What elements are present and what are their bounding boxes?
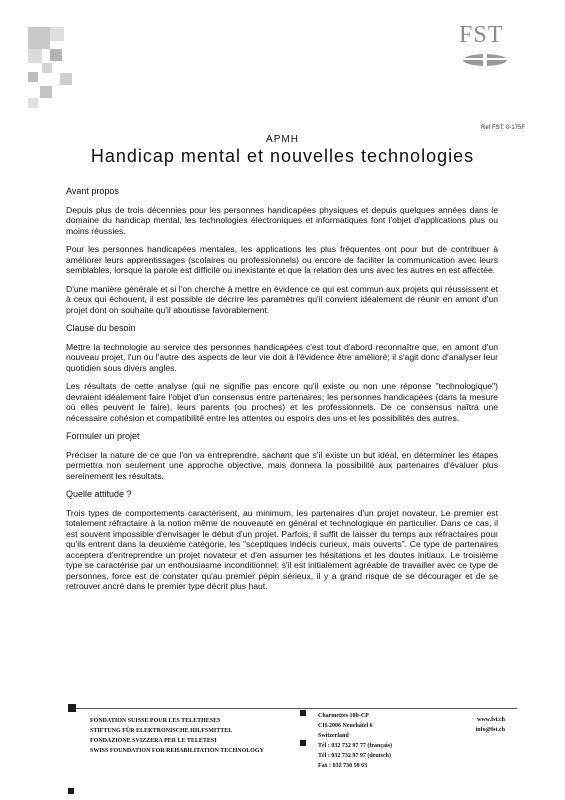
foundation-names — [90, 716, 264, 756]
foundation-name: FONDAZIONE SVIZZERA PER LE TELETESI — [90, 738, 217, 744]
foundation-address — [318, 711, 392, 771]
contact-links — [476, 715, 505, 735]
website-link[interactable]: www.fst.ch — [477, 717, 505, 723]
logo-emblem-icon — [453, 50, 517, 70]
square — [42, 63, 52, 73]
address-line: CH-2006 Neuchâtel 6 — [318, 723, 373, 729]
square — [60, 73, 72, 85]
section-heading: Clause du besoin — [66, 323, 136, 333]
section-heading: Quelle attitude ? — [66, 489, 132, 499]
footer-square — [68, 788, 74, 794]
square — [28, 98, 38, 108]
foundation-name: SWISS FOUNDATION FOR REHABILITATION TECHNOLOGY — [90, 748, 264, 754]
paragraph: Préciser la nature de ce que l'on va entreprendre, sachant que s'il existe un but idéal, en déterminer les étapes permettra non seulement une approche objective, mais donnera la possibilité aux partenaires d'évaluer plus sereinement les résultats. — [66, 449, 498, 481]
paragraph: Pour les personnes handicapées mentales, les applications les plus fréquentes ont pour but de contribuer à améliorer leurs apprentissages (scolaires ou professionnels) ou encore de faciliter la communication avec leurs semblables, lorsque la parole est difficile ou inexistante et que la relation des uns avec les autres en est affectée. — [66, 244, 498, 275]
reference-number: Ref FST: 0-175F — [480, 125, 525, 131]
square — [50, 27, 64, 41]
square — [28, 27, 50, 49]
footer-square — [300, 740, 306, 746]
footer-square — [68, 704, 76, 712]
footer-divider — [68, 708, 517, 709]
paragraph: Mettre la technologie au service des personnes handicapées c'est tout d'abord reconnaître que, en amont d'un nouveau projet, l'un ou l'autre des aspects de leur vie doit à l'évidence être amélioré; il s'agit donc d'analyser leur quotidien sous divers angles. — [66, 341, 498, 373]
document-subtitle: APMH — [266, 134, 299, 145]
paragraph: D'une manière générale et si l'on cherche à mettre en évidence ce qui est commun aux projets qui réussissent et à ceux qui échouent, il est possible de décrire les paramètres qu'il convient idéalement de réunir en amont d'un projet dont on souhaite qu'il aboutisse favorablement. — [66, 283, 498, 315]
page-footer — [0, 700, 565, 800]
document-body — [66, 186, 498, 600]
foundation-name: FONDATION SUISSE POUR LES TELETHESES — [90, 718, 221, 724]
section-heading: Formuler un projet — [66, 431, 140, 441]
square — [28, 49, 42, 63]
square — [40, 86, 52, 98]
document-title: Handicap mental et nouvelles technologies — [90, 146, 475, 166]
fst-logo — [453, 22, 517, 70]
address-line: Charmettes 10b-CP — [318, 713, 369, 719]
square — [28, 72, 38, 82]
address-line: Switzerland — [318, 733, 349, 739]
paragraph: Les résultats de cette analyse (qui ne signifie pas encore qu'il existe ou non une réponse "technologique") devraient idéalement faire l'objet d'un consensus entre partenaires; les personnes handicapées (dans la mesure où elles peuvent le faire), leurs parents (ou proches) et les professionnels. De ce consensus naîtra une nécessaire cohésion et compatibilité entre les attentes ou espoirs des uns et les possibilités des autres. — [66, 381, 498, 423]
section-heading: Avant propos — [66, 186, 119, 196]
logo-text: FST — [459, 22, 504, 48]
paragraph: Depuis plus de trois décennies pour les personnes handicapées physiques et depuis quelques années dans le domaine du handicap mental, les technologies électroniques et informatiques font l'objet d'applications plus ou moins réussies. — [66, 204, 498, 236]
fax-line: Fax : 032 730 58 63 — [318, 763, 368, 769]
email-link[interactable]: info@fst.ch — [475, 727, 505, 733]
square — [50, 49, 62, 61]
phone-line: Tél : 032 732 97 97 (deutsch) — [318, 753, 391, 759]
phone-line: Tél : 032 732 97 77 (français) — [318, 743, 392, 749]
foundation-name: STIFTUNG FÜR ELEKTRONISCHE HILFSMITTEL — [90, 728, 233, 734]
paragraph: Trois types de comportements caractérisent, au minimum, les partenaires d'un projet novateur. Le premier est totalement réfractaire à la notion même de nouveauté en général et technologique en particulier. Dans ce cas, il est souvent impossible d'envisager le début d'un projet. Parfois, il suffit de laisser du temps aux réfractaires pour qu'ils entrent dans la deuxième catégorie, les "sceptiques indécis curieux, mais ouverts". Ce type de partenaires acceptera d'entreprendre un projet novateur et d'en assumer les hésitations et les doutes initiaux. Le troisième type se caractérise par un enthousiasme inconditionnel: s'il est initialement agréable de travailler avec ce type de personnes, force est de constater qu'au premier pépin sérieux, il y a grand risque de se décourager et de se retrouver ancré dans le premier type décrit plus haut. — [66, 507, 498, 591]
footer-square — [300, 710, 306, 716]
